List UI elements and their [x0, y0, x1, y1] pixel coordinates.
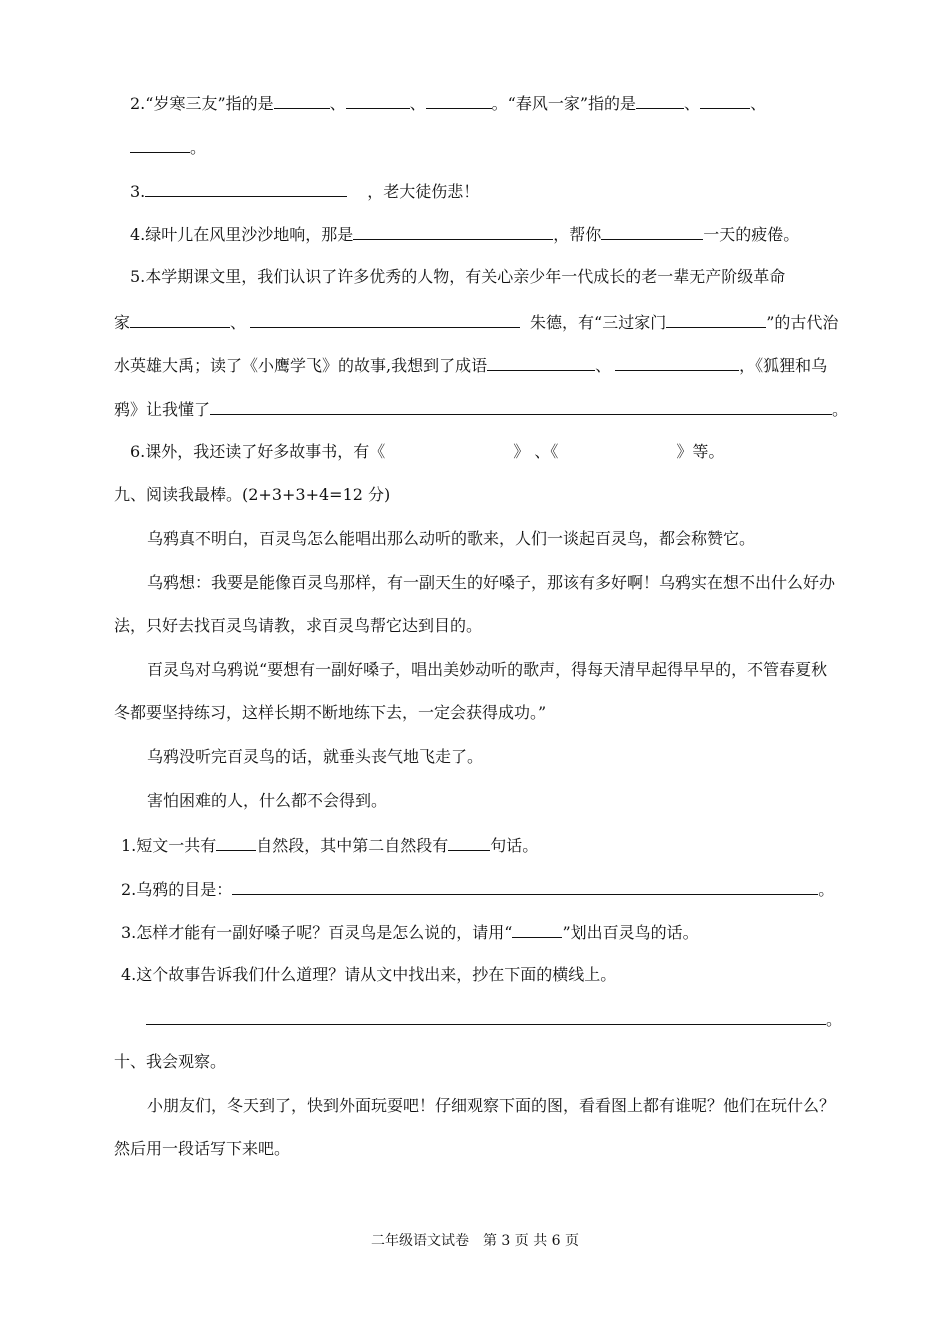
answer-blank[interactable]: [666, 310, 766, 328]
answer-blank[interactable]: [145, 179, 347, 197]
reading-question-2: [121, 877, 834, 901]
question-text: “岁寒三友”指的是: [145, 94, 274, 113]
question-text: 3.怎样才能有一副好嗓子呢？百灵鸟是怎么说的，请用“: [121, 923, 513, 942]
passage-paragraph-1: 乌鸦真不明白，百灵鸟怎么能唱出那么动听的歌来，人们一谈起百灵鸟，都会称赞它。: [147, 529, 756, 548]
period: 。: [818, 880, 835, 899]
question-2: [130, 91, 766, 115]
question-text: ”划出百灵鸟的话。: [562, 923, 699, 942]
question-number: 4.: [130, 225, 146, 244]
reading-question-1: [121, 833, 538, 857]
question-text: 水英雄大禹；读了《小鹰学飞》的故事,我想到了成语: [114, 356, 488, 375]
question-text: 2.乌鸦的目是：: [121, 880, 233, 899]
question-5-line-2: [114, 310, 838, 334]
question-text: ，《狐狸和乌: [739, 356, 828, 375]
question-3: [130, 179, 479, 203]
passage-paragraph-2-line-2: 法，只好去找百灵鸟请教，求百灵鸟帮它达到目的。: [114, 616, 483, 635]
question-number: 3.: [130, 182, 146, 201]
passage-paragraph-3-line-2: 冬都要坚持练习，这样长期不断地练下去，一定会获得成功。”: [114, 703, 547, 722]
question-text: 一天的疲倦。: [703, 225, 800, 244]
separator: 、: [684, 94, 701, 113]
question-text: 1.短文一共有: [121, 836, 217, 855]
section-10-heading: 十、我会观察。: [114, 1052, 227, 1071]
question-4: [130, 222, 799, 246]
section-10-paragraph-line-1: 小朋友们，冬天到了，快到外面玩耍吧！仔细观察下面的图，看看图上都有谁呢？他们在玩什么？: [147, 1096, 836, 1115]
separator: 、: [595, 356, 612, 375]
reading-question-3: [121, 920, 699, 944]
answer-blank[interactable]: [130, 310, 230, 328]
passage-paragraph-2-line-1: 乌鸦想：我要是能像百灵鸟那样，有一副天生的好嗓子，那该有多好啊！乌鸦实在想不出什么好办: [147, 573, 836, 592]
answer-blank[interactable]: [601, 222, 703, 240]
period: 。: [832, 400, 849, 419]
separator: 、: [329, 94, 346, 113]
question-text: 》 、《: [513, 442, 559, 461]
period: 。: [826, 1010, 843, 1029]
question-number: 2.: [130, 94, 146, 113]
answer-blank[interactable]: [353, 222, 553, 240]
section-9-heading: 九、阅读我最棒。(2+3+3+4=12 分): [114, 485, 391, 504]
question-text: ，帮你: [553, 225, 602, 244]
reading-question-4-answer: [146, 1007, 842, 1031]
answer-blank[interactable]: [250, 310, 520, 328]
answer-blank[interactable]: [426, 91, 492, 109]
answer-blank[interactable]: [512, 920, 562, 938]
question-5-line-3: [114, 353, 827, 377]
question-5-line-1: 5.本学期课文里，我们认识了许多优秀的人物，有关心亲少年一代成长的老一辈无产阶级革命: [130, 267, 786, 286]
answer-blank[interactable]: [636, 91, 684, 109]
question-text: 》等。: [676, 442, 725, 461]
separator: 、: [409, 94, 426, 113]
question-5-line-4: [114, 397, 848, 421]
question-2-continued: [130, 135, 206, 159]
answer-blank[interactable]: [146, 1007, 826, 1025]
question-text: 家: [114, 313, 131, 332]
question-text: ，老大徒伤悲！: [367, 182, 480, 201]
page-footer: 二年级语文试卷 第 3 页 共 6 页: [370, 1233, 580, 1249]
passage-paragraph-4: 乌鸦没听完百灵鸟的话，就垂头丧气地飞走了。: [147, 747, 484, 766]
question-text: 句话。: [490, 836, 539, 855]
question-text: 鸦》让我懂了: [114, 400, 211, 419]
passage-paragraph-3-line-1: 百灵鸟对乌鸦说“要想有一副好嗓子，唱出美妙动听的歌声，得每天清早起得早早的，不管春夏秋: [147, 660, 828, 679]
answer-blank[interactable]: [700, 91, 750, 109]
answer-blank[interactable]: [232, 877, 818, 895]
answer-blank[interactable]: [274, 91, 330, 109]
question-text: 绿叶儿在风里沙沙地响，那是: [145, 225, 354, 244]
answer-blank[interactable]: [346, 91, 410, 109]
question-text: 6.课外，我还读了好多故事书，有《: [130, 442, 386, 461]
answer-blank[interactable]: [130, 135, 190, 153]
section-10-paragraph-line-2: 然后用一段话写下来吧。: [114, 1139, 291, 1158]
answer-blank[interactable]: [615, 353, 739, 371]
question-text: ”的古代治: [766, 313, 839, 332]
separator: 、: [750, 94, 767, 113]
question-text: 朱德，有“三过家门: [530, 313, 667, 332]
passage-paragraph-5: 害怕困难的人，什么都不会得到。: [147, 791, 388, 810]
period: 。: [190, 138, 207, 157]
separator: 、: [230, 313, 247, 332]
question-text: 自然段，其中第二自然段有: [256, 836, 449, 855]
reading-question-4: 4.这个故事告诉我们什么道理？请从文中找出来，抄在下面的横线上。: [121, 965, 617, 984]
answer-blank[interactable]: [487, 353, 595, 371]
question-text: 。“春风一家”指的是: [491, 94, 637, 113]
answer-blank[interactable]: [448, 833, 490, 851]
answer-blank[interactable]: [216, 833, 256, 851]
answer-blank[interactable]: [210, 397, 832, 415]
question-6: [130, 441, 724, 463]
